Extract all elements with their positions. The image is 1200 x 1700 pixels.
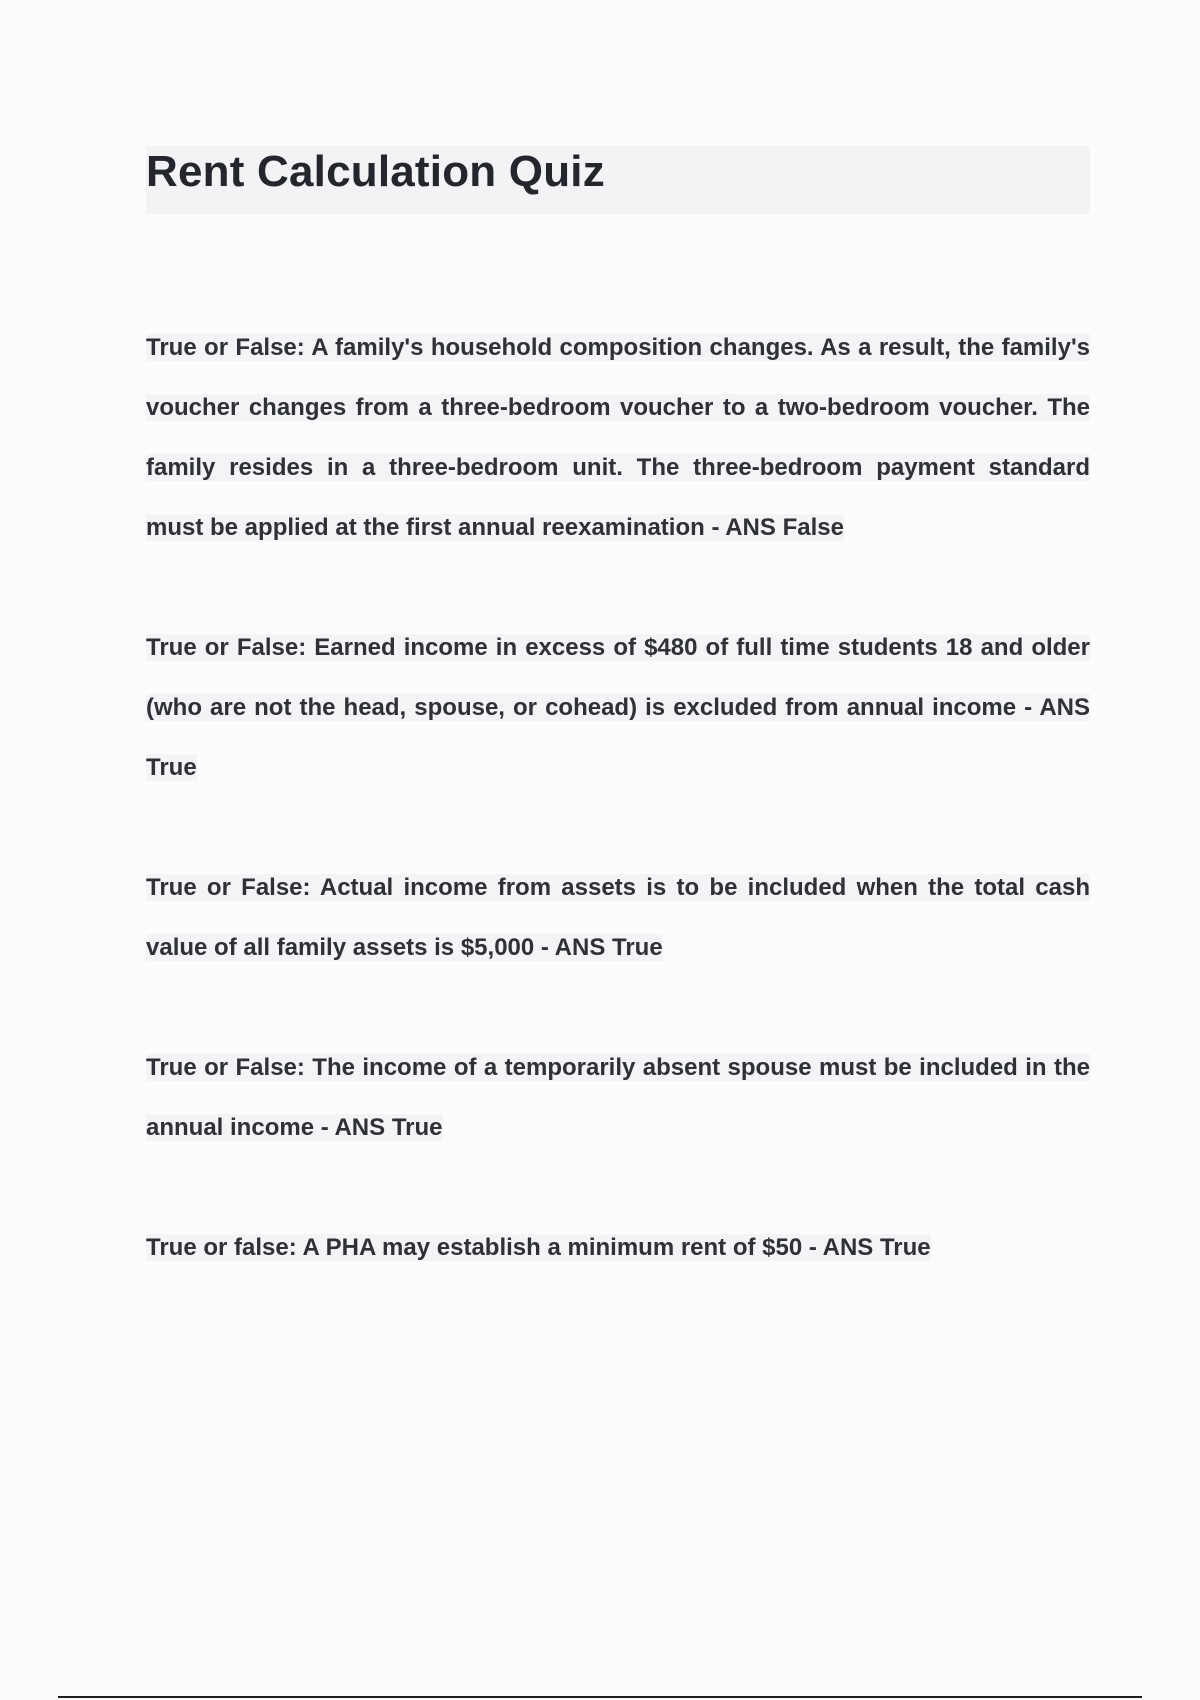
question-3-text: True or False: Actual income from assets is to be included when the total cash value of all family assets is $5,000 - ANS True bbox=[146, 874, 1090, 961]
question-1-text: True or False: A family's household composition changes. As a result, the family's voucher changes from a three-bedroom voucher to a two-bedroom voucher. The family resides in a three-bedroom unit. The three-bedroom payment standard must be applied at the first annual reexamination - ANS False bbox=[146, 334, 1090, 541]
question-3 bbox=[146, 858, 1090, 978]
page-title: Rent Calculation Quiz bbox=[146, 147, 605, 196]
question-2 bbox=[146, 618, 1090, 798]
question-4-text: True or False: The income of a temporarily absent spouse must be included in the annual income - ANS True bbox=[146, 1054, 1090, 1141]
question-list bbox=[146, 318, 1090, 1338]
question-5-text: True or false: A PHA may establish a minimum rent of $50 - ANS True bbox=[146, 1234, 931, 1261]
question-2-text: True or False: Earned income in excess of $480 of full time students 18 and older (who are not the head, spouse, or cohead) is excluded from annual income - ANS True bbox=[146, 634, 1090, 781]
question-4 bbox=[146, 1038, 1090, 1158]
footer-divider bbox=[58, 1696, 1142, 1698]
question-5 bbox=[146, 1218, 1090, 1278]
question-1 bbox=[146, 318, 1090, 558]
